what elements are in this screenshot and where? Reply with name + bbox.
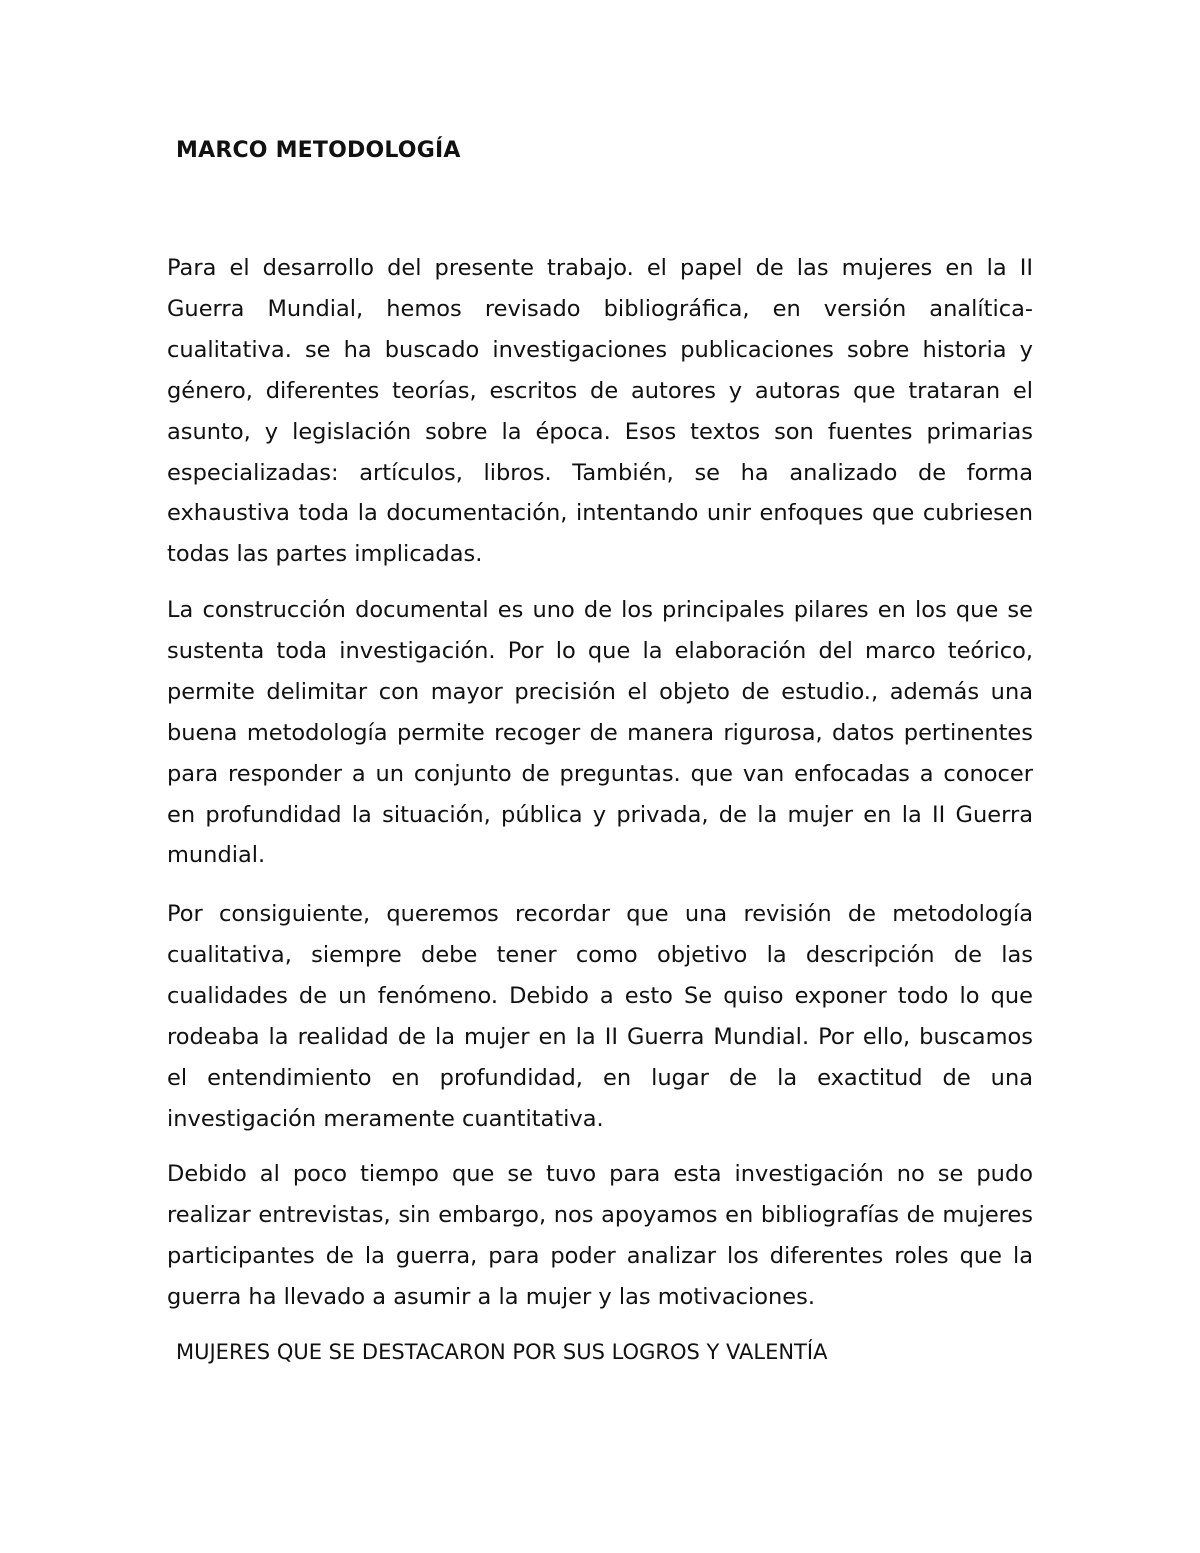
paragraph-documentary-construction: La construcción documental es uno de los principales pilares en los que se sustenta toda investigación. Por lo que la elaboración del marco teórico, permite delimitar con mayor precisión el objeto de estudio., además una buena metodología permite recoger de manera rigurosa, datos pertinentes para responder a un conjunto de preguntas. que van enfocadas a conocer en profundidad la situación, pública y privada, de la mujer en la II Guerra mundial. (167, 597, 1033, 869)
document-title: MARCO METODOLOGÍA (176, 138, 461, 163)
paragraph-time-constraints: Debido al poco tiempo que se tuvo para esta investigación no se pudo realizar entrevistas, sin embargo, nos apoyamos en bibliografías de mujeres participantes de la guerra, para poder analizar los diferentes roles que la guerra ha llevado a asumir a la mujer y las motivaciones. (167, 1161, 1033, 1310)
section-subtitle: MUJERES QUE SE DESTACARON POR SUS LOGROS Y VALENTÍA (176, 1340, 828, 1364)
paragraph-qualitative-review: Por consiguiente, queremos recordar que una revisión de metodología cualitativa, siempre debe tener como objetivo la descripción de las cualidades de un fenómeno. Debido a esto Se quiso exponer todo lo que rodeaba la realidad de la mujer en la II Guerra Mundial. Por ello, buscamos el entendimiento en profundidad, en lugar de la exactitud de una investigación meramente cuantitativa. (167, 901, 1033, 1132)
paragraph-methodology-intro: Para el desarrollo del presente trabajo. el papel de las mujeres en la II Guerra Mundial, hemos revisado bibliográfica, en versión analítica-cualitativa. se ha buscado investigaciones publicaciones sobre historia y género, diferentes teorías, escritos de autores y autoras que trataran el asunto, y legislación sobre la época. Esos textos son fuentes primarias especializadas: artículos, libros. También, se ha analizado de forma exhaustiva toda la documentación, intentando unir enfoques que cubriesen todas las partes implicadas. (167, 255, 1033, 568)
